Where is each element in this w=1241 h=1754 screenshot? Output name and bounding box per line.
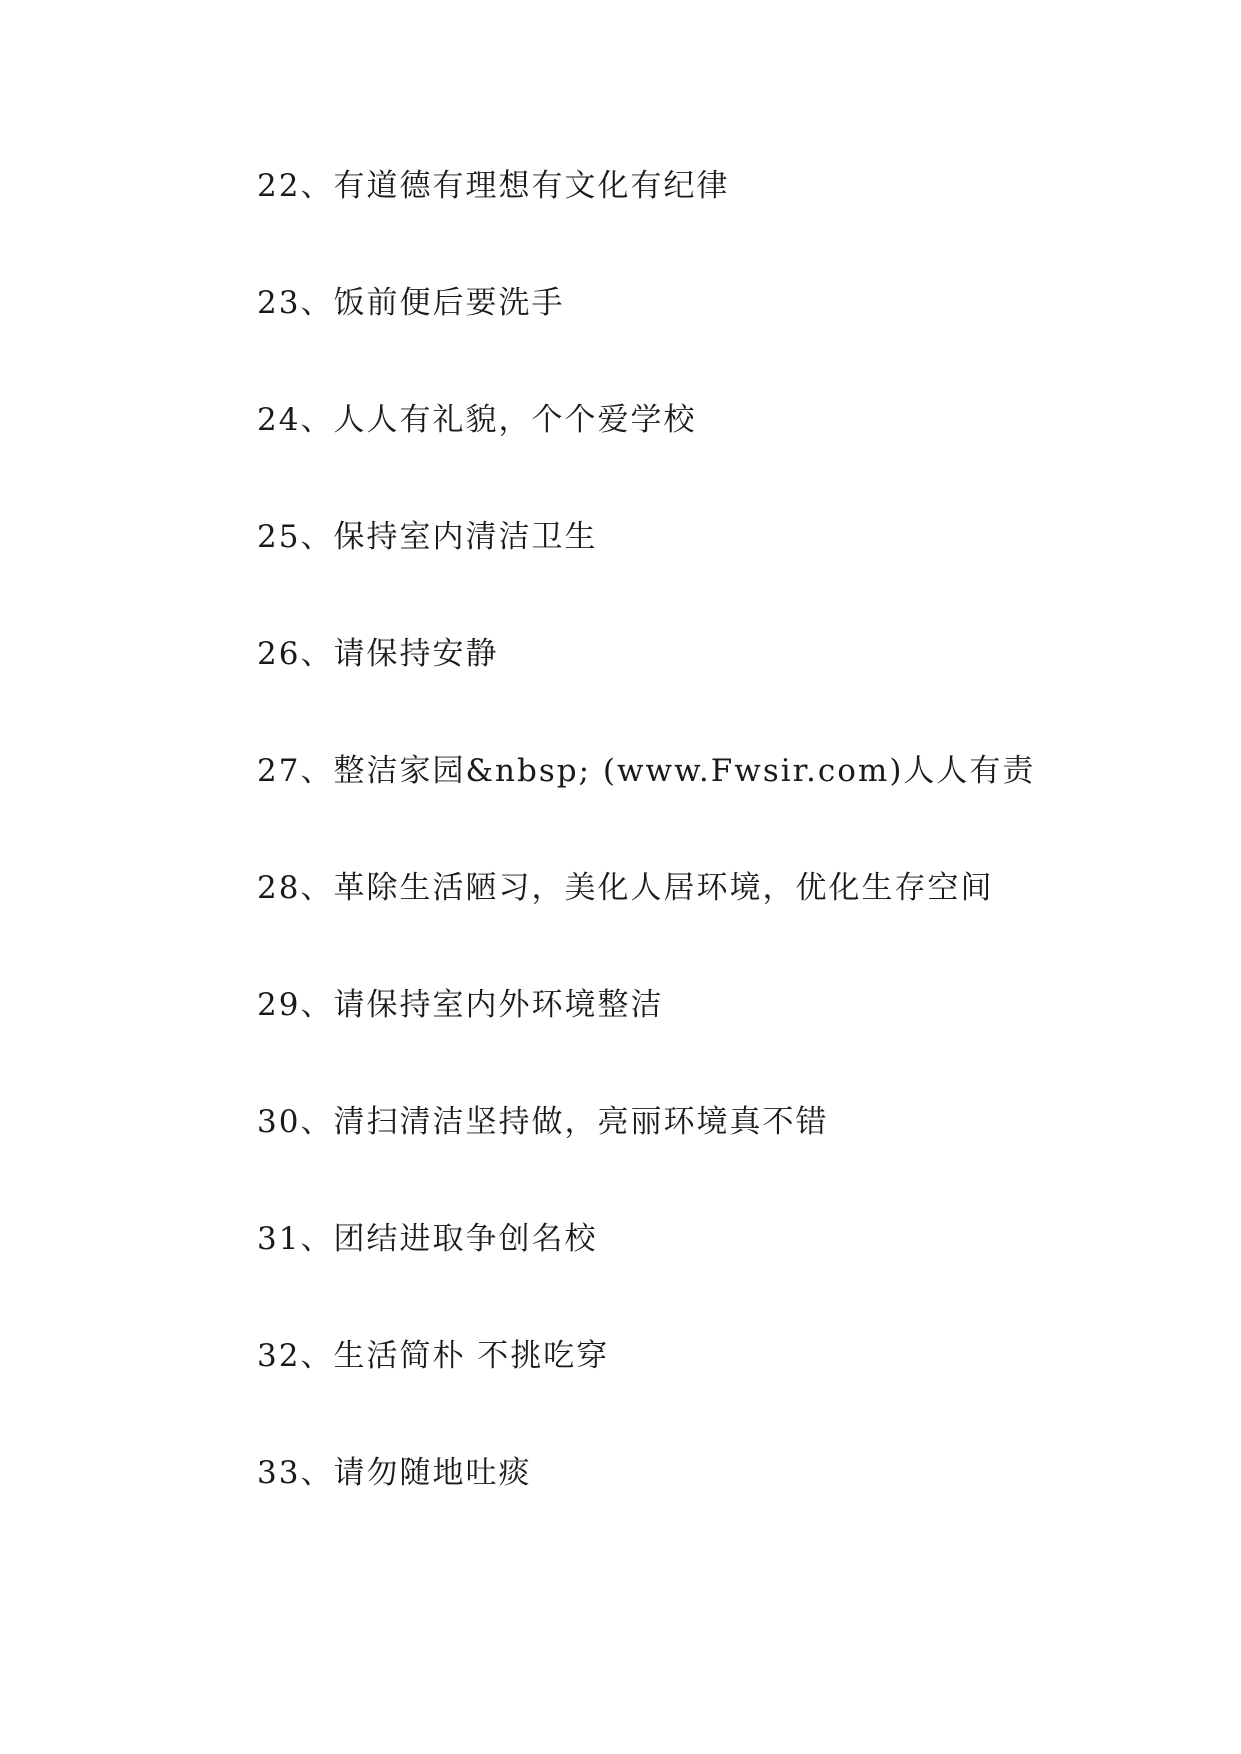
list-item: 31、团结进取争创名校	[257, 1221, 598, 1257]
list-item: 29、请保持室内外环境整洁	[257, 987, 664, 1023]
list-item: 32、生活简朴 不挑吃穿	[257, 1338, 610, 1374]
list-item: 33、请勿随地吐痰	[257, 1455, 532, 1491]
list-item: 30、清扫清洁坚持做，亮丽环境真不错	[257, 1104, 829, 1140]
list-item: 28、革除生活陋习，美化人居环境，优化生存空间	[257, 870, 994, 906]
list-item: 25、保持室内清洁卫生	[257, 519, 598, 555]
list-item: 23、饭前便后要洗手	[257, 285, 565, 321]
list-item: 24、人人有礼貌，个个爱学校	[257, 402, 697, 438]
list-item: 26、请保持安静	[257, 636, 499, 672]
list-item: 22、有道德有理想有文化有纪律	[257, 168, 730, 204]
list-item: 27、整洁家园&nbsp; (www.Fwsir.com)人人有责	[257, 753, 1036, 789]
